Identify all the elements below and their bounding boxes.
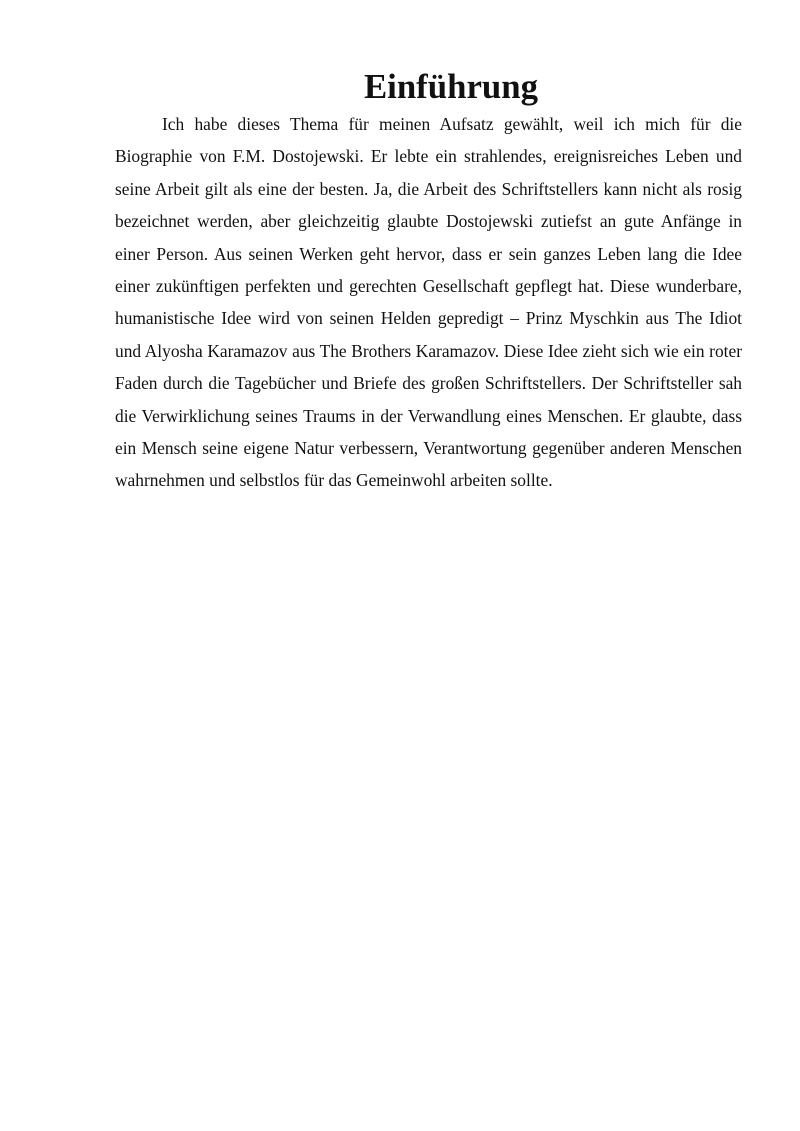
section-title: Einführung: [363, 67, 539, 106]
body-paragraph: Ich habe dieses Thema für meinen Aufsatz gewählt, weil ich mich für die Biographie von F.M. Dostojewski. Er lebte ein strahlendes, ereignisreiches Leben und seine Arbeit gilt als eine der besten. Ja, die Arbeit des Schriftstellers kann nicht als rosig bezeichnet werden, aber gleichzeitig glaubte Dostojewski zutiefst an gute Anfänge in einer Person. Aus seinen Werken geht hervor, dass er sein ganzes Leben lang die Idee einer zukünftigen perfekten und gerechten Gesellschaft gepflegt hat. Diese wunderbare, humanistische Idee wird von seinen Helden gepredigt – Prinz Myschkin aus The Idiot und Alyosha Karamazov aus The Brothers Karamazov. Diese Idee zieht sich wie ein roter Faden durch die Tagebücher und Briefe des großen Schriftstellers. Der Schriftsteller sah die Verwirklichung seines Traums in der Verwandlung eines Menschen. Er glaubte, dass ein Mensch seine eigene Natur verbessern, Verantwortung gegenüber anderen Menschen wahrnehmen und selbstlos für das Gemeinwohl arbeiten sollte.: [115, 114, 742, 491]
page-content: [115, 67, 742, 497]
